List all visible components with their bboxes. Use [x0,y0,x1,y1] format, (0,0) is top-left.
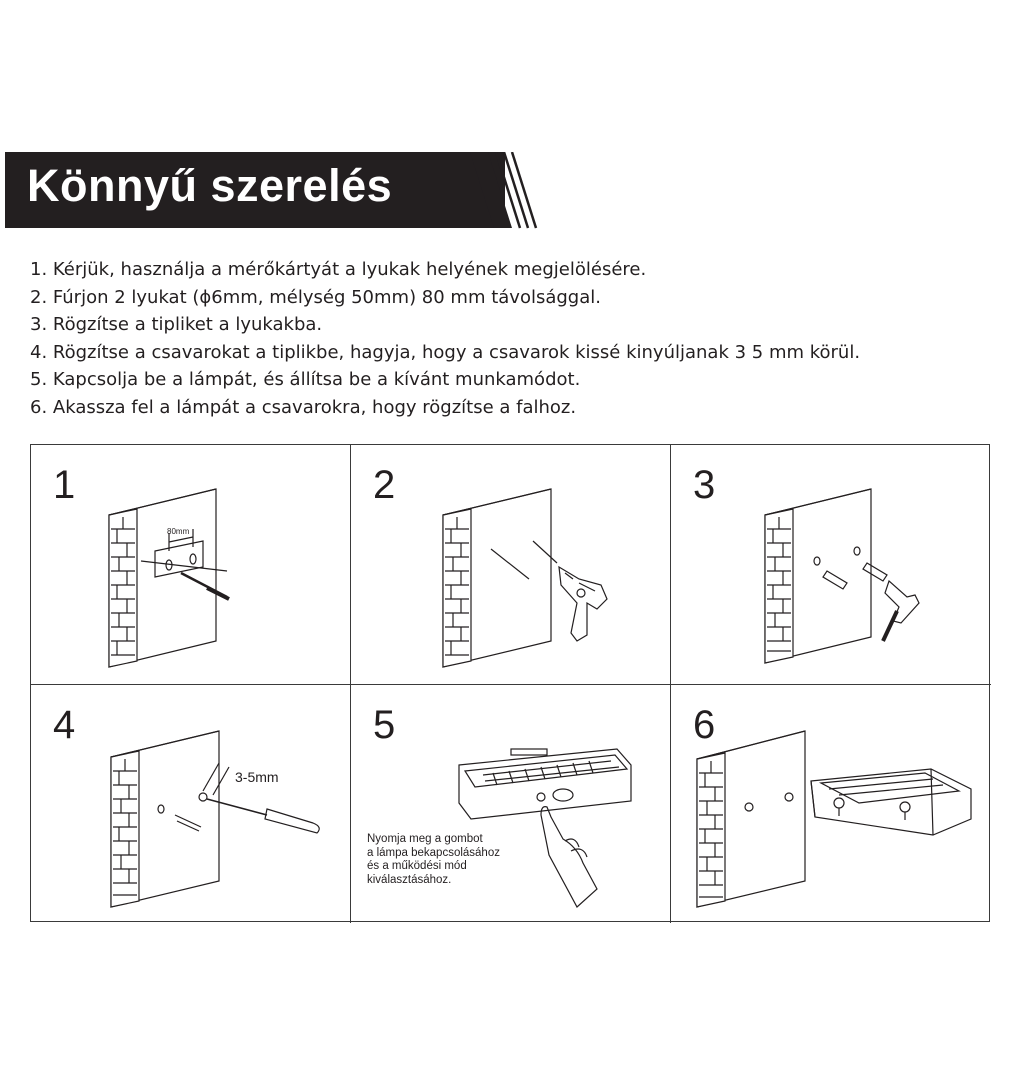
panel-step-4 [31,685,351,923]
wall-measuring-card-pencil-icon [31,445,351,685]
installation-steps-grid [30,444,990,922]
lamp-finger-press-icon [351,685,671,923]
wall-plugs-hammer-icon [671,445,991,685]
button-instruction-note [367,833,500,887]
panel-step-6 [671,685,991,923]
instruction-step: 3. Rögzítse a tipliket a lyukakba. [30,314,323,335]
wall-screws-lamp-back-icon [671,685,991,923]
instruction-step: 4. Rögzítse a csavarokat a tiplikbe, hagyja, hogy a csavarok kissé kinyúljanak 3 5 mm körül. [30,341,861,363]
instruction-step: 6. Akassza fel a lámpát a csavarokra, hogy rögzítse a falhoz. [30,396,577,418]
step-number: 4 [53,703,76,747]
instruction-step: 2. Fúrjon 2 lyukat (ϕ6mm, mélység 50mm) 80 mm távolsággal. [30,286,601,308]
instruction-step: 5. Kapcsolja be a lámpát, és állítsa be a kívánt munkamódot. [30,369,581,390]
step-number: 2 [373,463,396,507]
step-number: 3 [693,463,716,507]
dimension-label: 3-5mm [235,769,279,785]
wall-drill-icon [351,445,671,685]
diagonal-stripes-icon [470,152,540,232]
step-number: 5 [373,703,396,747]
note-line: Nyomja meg a gombot [367,833,483,845]
note-line: a lámpa bekapcsolásához [367,846,500,859]
instruction-step: 1. Kérjük, használja a mérőkártyát a lyukak helyének megjelölésére. [30,259,647,280]
note-line: és a működési mód [367,860,467,872]
title-banner [5,152,505,228]
wall-screw-screwdriver-icon [31,685,351,923]
note-line: kiválasztásához. [367,873,452,886]
instruction-list [30,256,860,421]
page-title: Könnyű szerelés [27,160,393,211]
step-number: 6 [693,703,716,747]
panel-step-3 [671,445,991,685]
dimension-label: 80mm [167,527,190,536]
panel-step-1 [31,445,351,685]
step-number: 1 [53,463,76,507]
panel-step-2 [351,445,671,685]
panel-step-5 [351,685,671,923]
